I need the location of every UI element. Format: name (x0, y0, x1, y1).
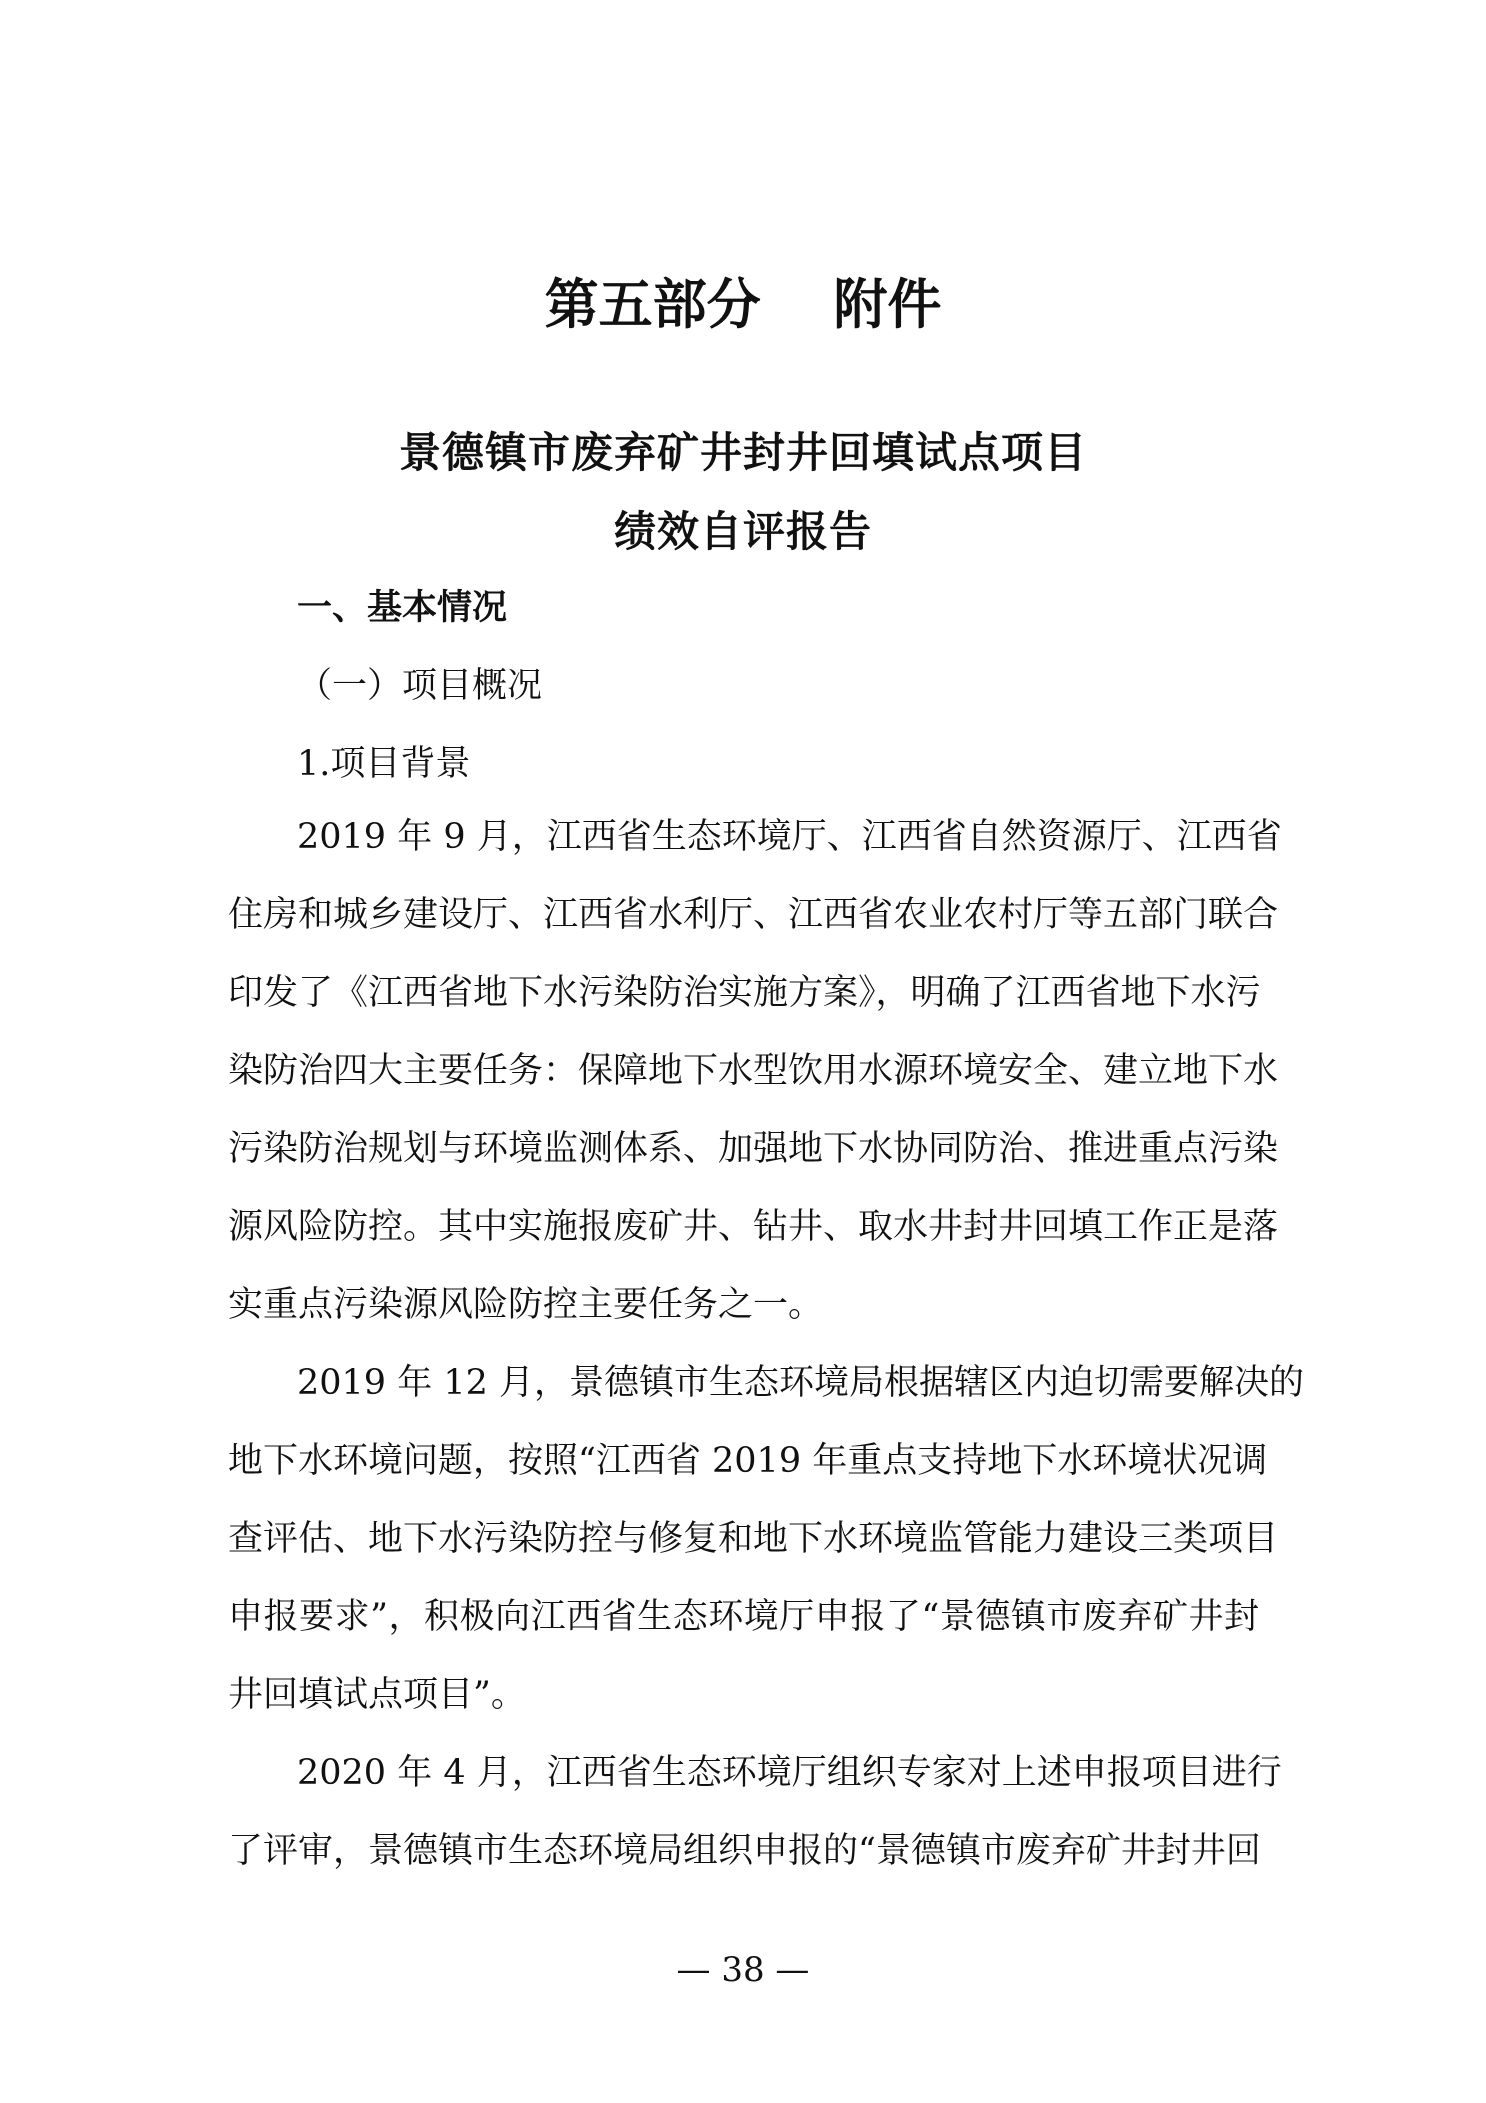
part-title: 第五部分 附件 (544, 272, 942, 336)
text-line: 实重点污染源风险防控主要任务之一。 (228, 1285, 824, 1325)
report-title-line-1: 景德镇市废弃矿井封井回填试点项目 (398, 428, 1087, 477)
text-line: 住房和城乡建设厅、江西省水利厅、江西省农业农村厅等五部门联合 (228, 895, 1279, 935)
text-line: 申报要求”，积极向江西省生态环境厅申报了“景德镇市废弃矿井封 (228, 1597, 1259, 1637)
page-number: — 38 — (676, 1950, 810, 1990)
text-line: 染防治四大主要任务：保障地下水型饮用水源环境安全、建立地下水 (228, 1051, 1279, 1091)
text-line: 查评估、地下水污染防控与修复和地下水环境监管能力建设三类项目 (228, 1519, 1279, 1559)
section-heading: 一、基本情况 (297, 587, 508, 628)
text-line: 井回填试点项目”。 (228, 1675, 526, 1715)
text-line: 了评审，景德镇市生态环境局组织申报的“景德镇市废弃矿井封井回 (228, 1831, 1261, 1871)
subsection-heading: （一）项目概况 (297, 666, 543, 706)
report-title-line-2: 绩效自评报告 (613, 507, 872, 556)
item-heading: 1.项目背景 (297, 744, 471, 784)
text-line: 2020 年 4 月，江西省生态环境厅组织专家对上述申报项目进行 (297, 1753, 1282, 1793)
text-line: 2019 年 9 月，江西省生态环境厅、江西省自然资源厅、江西省 (297, 817, 1282, 857)
text-line: 地下水环境问题，按照“江西省 2019 年重点支持地下水环境状况调 (228, 1441, 1268, 1481)
text-line: 污染防治规划与环境监测体系、加强地下水协同防治、推进重点污染 (228, 1129, 1279, 1169)
text-line: 印发了《江西省地下水污染防治实施方案》，明确了江西省地下水污 (228, 973, 1261, 1013)
text-line: 2019 年 12 月，景德镇市生态环境局根据辖区内迫切需要解决的 (297, 1363, 1304, 1403)
text-line: 源风险防控。其中实施报废矿井、钻井、取水井封井回填工作正是落 (228, 1207, 1279, 1247)
